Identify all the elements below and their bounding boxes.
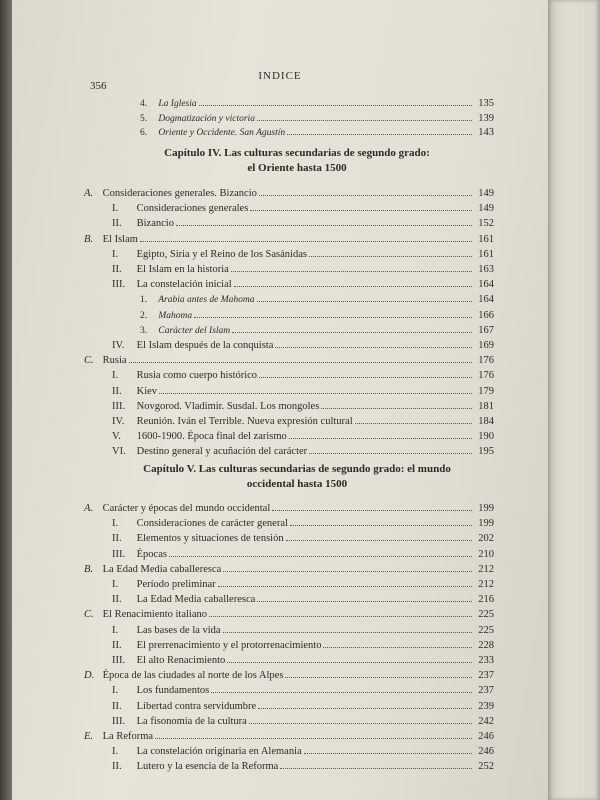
- toc-entry-number: 6.: [140, 128, 148, 138]
- toc-entry-number: I.: [112, 518, 119, 530]
- toc-entry-label: Consideraciones generales. Bizancio: [100, 188, 257, 199]
- toc-entry: [112, 759, 494, 773]
- leader-dots: [129, 353, 472, 363]
- toc-entry: [140, 111, 494, 125]
- leader-dots: [280, 759, 472, 769]
- leader-dots: [227, 653, 472, 663]
- toc-entry: [84, 607, 494, 621]
- toc-entry-page: 225: [478, 624, 494, 636]
- leader-dots: [159, 384, 472, 394]
- toc-entry-number: I.: [112, 746, 119, 758]
- toc-entry-number: B.: [84, 563, 94, 575]
- next-page-edge: [548, 0, 600, 800]
- chapter-4-heading: [132, 146, 462, 176]
- toc-entry-number: II.: [112, 385, 122, 397]
- toc-entry: [84, 668, 494, 682]
- toc-entry-number: 4.: [140, 99, 148, 109]
- book-shadow: [0, 0, 12, 800]
- toc-entry-number: III.: [112, 279, 126, 291]
- toc-entry-page: 179: [478, 385, 494, 397]
- leader-dots: [287, 125, 472, 135]
- toc-entry-label: 1600-1900. Época final del zarismo: [134, 431, 287, 443]
- toc-entry-number: I.: [112, 248, 119, 260]
- toc-entry-page: 181: [478, 400, 494, 412]
- toc-entry-number: 5.: [140, 113, 148, 124]
- toc-entry-page: 135: [478, 98, 494, 109]
- toc-entry-number: IV.: [112, 340, 125, 351]
- leader-dots: [176, 216, 472, 226]
- toc-entry: [112, 444, 494, 458]
- toc-entry: [112, 247, 494, 261]
- leader-dots: [250, 201, 472, 211]
- toc-entry-page: 242: [478, 715, 494, 727]
- leader-dots: [355, 414, 472, 424]
- leader-dots: [258, 699, 472, 709]
- toc-entry-label: Destino general y acuñación del carácter: [134, 446, 308, 458]
- toc-entry-page: 167: [478, 324, 494, 336]
- toc-entry-page: 199: [478, 503, 494, 514]
- leader-dots: [155, 729, 472, 739]
- toc-entry-number: D.: [84, 670, 95, 682]
- toc-entry: [112, 547, 494, 561]
- leader-dots: [257, 111, 472, 121]
- leader-dots: [218, 577, 472, 587]
- toc-entry-page: 239: [478, 700, 494, 712]
- toc-entry-number: II.: [112, 761, 122, 773]
- toc-entry-number: 1.: [140, 295, 148, 306]
- leader-dots: [234, 277, 472, 287]
- toc-entry-label: Novgorod. Vladimir. Susdal. Los mongoles: [134, 400, 320, 412]
- toc-entry-label: La constelación inicial: [134, 279, 232, 291]
- chapter-5-heading: [132, 462, 462, 492]
- toc-entry: [112, 384, 494, 398]
- toc-entry: [112, 216, 494, 230]
- toc-entry-page: 233: [478, 655, 494, 666]
- toc-entry-label: Egipto, Siria y el Reino de los Sasánidas: [134, 248, 307, 260]
- toc-entry-label: Libertad contra servidumbre: [134, 700, 257, 712]
- leader-dots: [285, 668, 472, 678]
- chapter-5-title-line2: occidental hasta 1500: [246, 478, 348, 490]
- toc-entry-label: El prerrenacimiento y el protorrenacimiento: [134, 639, 322, 651]
- toc-entry-number: II.: [112, 218, 122, 230]
- toc-entry-label: El Islam: [100, 233, 138, 245]
- toc-entry: [140, 125, 494, 139]
- toc-entry: [112, 653, 494, 667]
- leader-dots: [321, 399, 472, 409]
- toc-entry-page: 176: [478, 355, 494, 367]
- toc-entry-label: La Edad Media caballeresca: [100, 563, 222, 575]
- leader-dots: [259, 186, 472, 196]
- toc-entry-number: 3.: [140, 325, 148, 336]
- toc-entry-label: Carácter del Islam: [156, 325, 231, 336]
- toc-entry-label: El Islam en la historia: [134, 264, 229, 275]
- toc-entry-label: Dogmatización y victoria: [156, 113, 255, 124]
- toc-entry-number: IV.: [112, 416, 125, 427]
- toc-entry-number: E.: [84, 731, 94, 742]
- toc-entry-number: II.: [112, 533, 122, 545]
- toc-entry: [112, 516, 494, 530]
- toc-entry-label: El alto Renacimiento: [134, 655, 226, 666]
- toc-entry: [84, 501, 494, 515]
- toc-entry-page: 246: [478, 731, 494, 742]
- toc-entry-label: Consideraciones generales: [134, 203, 249, 215]
- toc-entry-label: La Reforma: [100, 731, 154, 742]
- leader-dots: [309, 444, 472, 454]
- toc-entry: [112, 338, 494, 352]
- page-number: 356: [90, 80, 107, 92]
- leader-dots: [257, 292, 472, 302]
- toc-entry-label: Los fundamentos: [134, 685, 210, 697]
- toc-entry-label: La Edad Media caballeresca: [134, 594, 256, 606]
- toc-entry-page: 237: [478, 685, 494, 697]
- toc-entry-label: Período preliminar: [134, 579, 216, 590]
- toc-entry: [84, 353, 494, 367]
- toc-entry: [112, 429, 494, 443]
- toc-entry-label: El Renacimiento italiano: [100, 609, 208, 621]
- toc-entry-page: 190: [478, 431, 494, 443]
- toc-entry-page: 166: [478, 309, 494, 321]
- toc-entry-page: 212: [478, 563, 494, 575]
- toc-entry-number: II.: [112, 594, 122, 606]
- toc-entry-number: II.: [112, 700, 122, 712]
- toc-entry: [112, 699, 494, 713]
- toc-entry-label: Arabia antes de Mahoma: [156, 295, 255, 306]
- toc-entry-page: 202: [478, 533, 494, 545]
- leader-dots: [259, 368, 472, 378]
- toc-entry-page: 176: [478, 370, 494, 382]
- toc-entry-number: II.: [112, 264, 122, 275]
- toc-entry-number: C.: [84, 609, 94, 621]
- chapter-5-title-line1: Capítulo V. Las culturas secundarias de segundo grado: el mundo: [143, 463, 451, 475]
- toc-entry: [140, 323, 494, 337]
- toc-entry: [140, 292, 494, 306]
- toc-entry: [112, 262, 494, 276]
- toc-entry: [112, 201, 494, 215]
- toc-entry-number: 2.: [140, 310, 148, 321]
- toc-entry-page: 184: [478, 416, 494, 427]
- toc-entry-label: El Islam después de la conquista: [134, 340, 274, 351]
- toc-entry-number: C.: [84, 355, 94, 367]
- toc-entry-number: A.: [84, 188, 94, 199]
- toc-entry-label: Épocas: [134, 548, 167, 560]
- toc-entry-page: 237: [478, 670, 494, 682]
- toc-entry-page: 149: [478, 188, 494, 199]
- toc-entry-page: 164: [478, 279, 494, 291]
- toc-entry-page: 210: [478, 548, 494, 560]
- toc-entry-label: Oriente y Occidente. San Agustín: [156, 128, 286, 138]
- toc-entry-page: 225: [478, 609, 494, 621]
- toc-entry-page: 161: [478, 248, 494, 260]
- toc-entry-page: 152: [478, 218, 494, 230]
- toc-entry-number: III.: [112, 400, 126, 412]
- leader-dots: [169, 547, 472, 557]
- toc-entry-label: Kiev: [134, 385, 158, 397]
- toc-entry: [112, 623, 494, 637]
- toc-entry-number: I.: [112, 370, 119, 382]
- toc-entry: [112, 744, 494, 758]
- toc-entry-label: La fisonomía de la cultura: [134, 715, 247, 727]
- leader-dots: [323, 638, 472, 648]
- leader-dots: [290, 516, 472, 526]
- toc-entry: [112, 277, 494, 291]
- leader-dots: [272, 501, 472, 511]
- leader-dots: [223, 623, 472, 633]
- toc-entry-label: Consideraciones de carácter general: [134, 518, 288, 530]
- toc-entry-label: Rusia como cuerpo histórico: [134, 370, 258, 382]
- toc-entry: [112, 714, 494, 728]
- toc-entry-label: Carácter y épocas del mundo occidental: [100, 503, 271, 514]
- leader-dots: [211, 683, 472, 693]
- toc-entry-number: B.: [84, 233, 94, 245]
- toc-entry-page: 252: [478, 761, 494, 773]
- toc-entry-label: Lutero y la esencia de la Reforma: [134, 761, 279, 773]
- toc-entry-page: 195: [478, 446, 494, 458]
- leader-dots: [249, 714, 472, 724]
- toc-entry-page: 216: [478, 594, 494, 606]
- book-page: [12, 0, 548, 800]
- leader-dots: [209, 607, 472, 617]
- toc-entry-label: Época de las ciudades al norte de los Alpes: [100, 670, 284, 682]
- toc-entry: [84, 729, 494, 743]
- running-header: INDICE: [258, 70, 302, 82]
- leader-dots: [275, 338, 472, 348]
- toc-entry-page: 163: [478, 264, 494, 275]
- toc-entry-number: I.: [112, 203, 119, 215]
- toc-entry-label: La Iglesia: [156, 99, 197, 109]
- leader-dots: [304, 744, 472, 754]
- toc-entry: [112, 638, 494, 652]
- toc-entry-number: II.: [112, 639, 122, 651]
- leader-dots: [232, 323, 472, 333]
- toc-entry-page: 169: [478, 340, 494, 351]
- chapter-4-title-line1: Capítulo IV. Las culturas secundarias de segundo grado:: [164, 147, 430, 159]
- toc-entry-label: Mahoma: [156, 310, 193, 321]
- leader-dots: [286, 531, 472, 541]
- toc-entry-page: 199: [478, 518, 494, 530]
- toc-entry: [112, 592, 494, 606]
- toc-entry-page: 149: [478, 203, 494, 215]
- leader-dots: [199, 96, 472, 106]
- toc-entry: [112, 368, 494, 382]
- toc-entry: [84, 232, 494, 246]
- toc-entry: [84, 186, 494, 200]
- toc-entry-page: 161: [478, 233, 494, 245]
- toc-entry-number: III.: [112, 715, 126, 727]
- toc-entry-number: I.: [112, 685, 119, 697]
- leader-dots: [257, 592, 472, 602]
- toc-entry: [112, 414, 494, 428]
- toc-entry-page: 212: [478, 579, 494, 590]
- toc-entry-number: I.: [112, 624, 119, 636]
- leader-dots: [194, 308, 472, 318]
- toc-entry-label: Bizancio: [134, 218, 174, 230]
- leader-dots: [231, 262, 472, 272]
- toc-entry-label: Rusia: [100, 355, 127, 367]
- toc-entry: [112, 683, 494, 697]
- toc-entry-number: V.: [112, 431, 121, 443]
- leader-dots: [289, 429, 472, 439]
- toc-entry: [112, 531, 494, 545]
- toc-entry: [140, 308, 494, 322]
- toc-entry-label: La constelación originaria en Alemania: [134, 746, 302, 758]
- toc-entry: [84, 562, 494, 576]
- leader-dots: [309, 247, 472, 257]
- toc-entry: [112, 399, 494, 413]
- leader-dots: [223, 562, 472, 572]
- toc-entry-label: Las bases de la vida: [134, 624, 221, 636]
- toc-entry-page: 164: [478, 294, 494, 306]
- toc-entry-label: Reunión. Iván el Terrible. Nueva expresión cultural: [134, 416, 353, 427]
- toc-entry-number: I.: [112, 579, 119, 590]
- toc-entry-label: Elementos y situaciones de tensión: [134, 533, 284, 545]
- toc-entry-page: 139: [478, 112, 494, 124]
- chapter-4-title-line2: el Oriente hasta 1500: [247, 162, 347, 174]
- toc-entry: [112, 577, 494, 591]
- toc-entry-number: III.: [112, 655, 126, 666]
- toc-entry-number: A.: [84, 503, 94, 514]
- toc-entry-page: 143: [478, 127, 494, 138]
- toc-entry-number: VI.: [112, 446, 126, 458]
- leader-dots: [140, 232, 472, 242]
- toc-entry-page: 228: [478, 639, 494, 651]
- toc-entry: [140, 96, 494, 110]
- toc-entry-page: 246: [478, 746, 494, 758]
- toc-entry-number: III.: [112, 548, 126, 560]
